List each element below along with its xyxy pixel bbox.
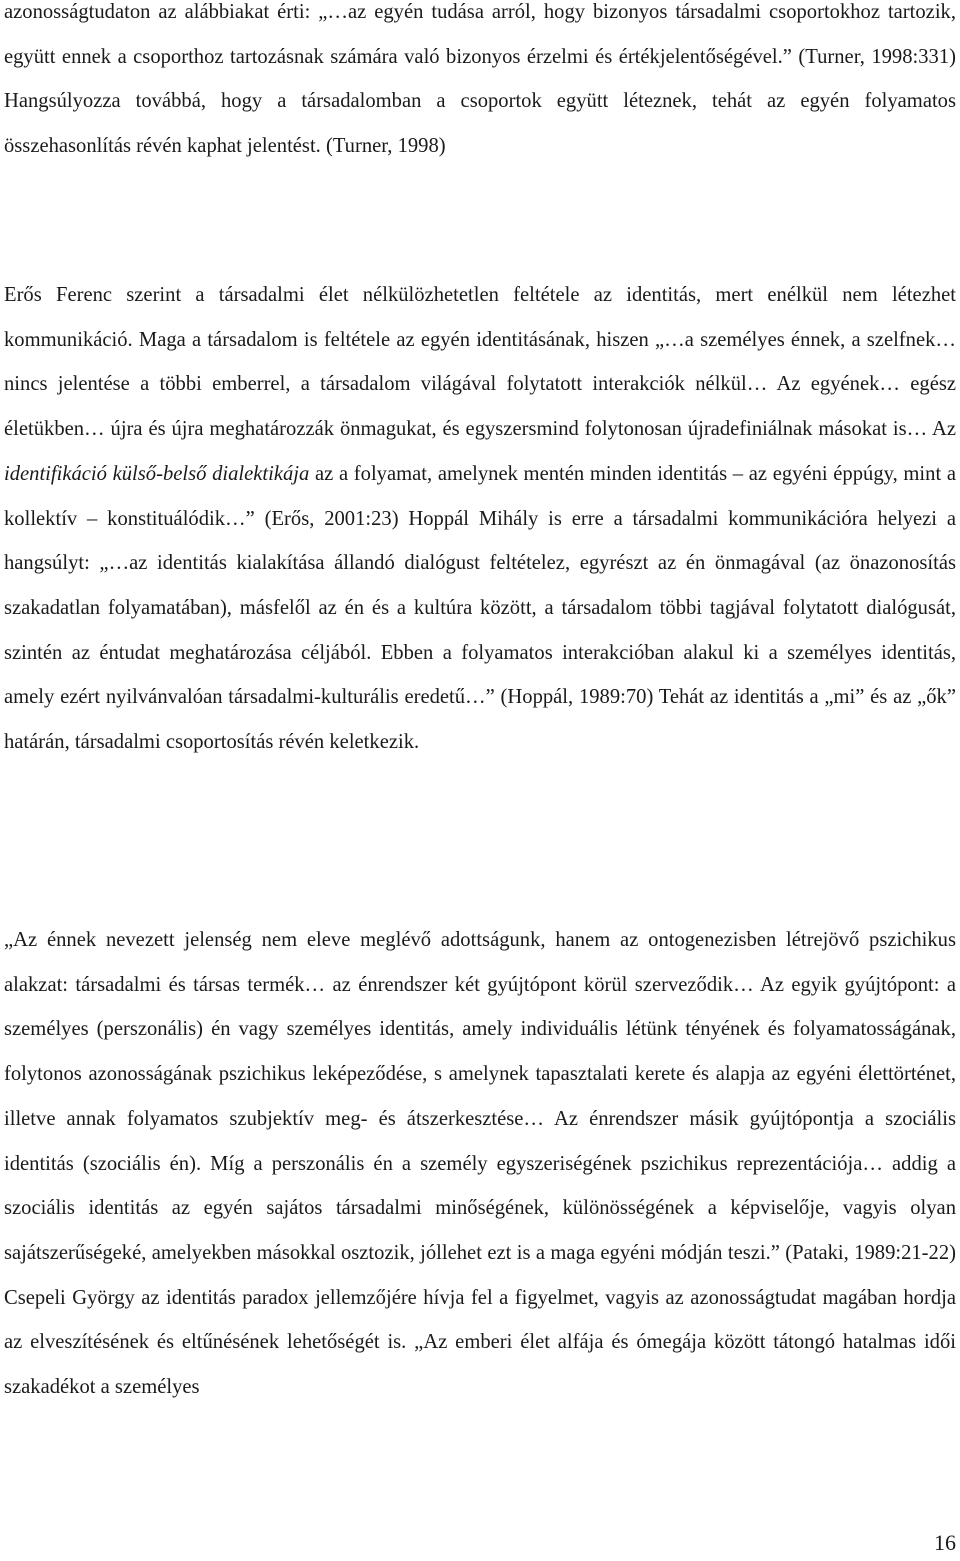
paragraph-turner	[4, 0, 956, 169]
paragraph-text: azonosságtudaton az alábbiakat érti: „…az egyén tudása arról, hogy bizonyos társadalmi csoportokhoz tartozik, együtt ennek a csoporthoz tartozásnak számára való bizonyos érzelmi és értékjelentőségével.” (Turner, 1998:331) Hangsúlyozza továbbá, hogy a társadalomban a csoportok együtt léteznek, tehát az egyén folyamatos összehasonlítás révén kaphat jelentést. (Turner, 1998)	[4, 1, 956, 158]
paragraph-text: Erős Ferenc szerint a társadalmi élet nélkülözhetetlen feltétele az identitás, mert enélkül nem létezhet kommunikáció. Maga a társadalom is feltétele az egyén identitásának, hiszen „…a személyes énnek, a szelfnek… nincs jelentése a többi emberrel, a társadalom világával folytatott interakciók nélkül… Az egyének… egész életükben… újra és újra meghatározzák önmagukat, és egyszersmind folytonosan újradefiniálnak másokat is… Az	[4, 284, 956, 441]
paragraph-eros-hoppal	[4, 273, 956, 765]
paragraph-text: „Az énnek nevezett jelenség nem eleve meglévő adottságunk, hanem az ontogenezisben létrejövő pszichikus alakzat: társadalmi és társas termék… az énrendszer két gyújtópont körül szerveződik… Az egyik gyújtópont: a személyes (perszonális) én vagy személyes identitás, amely individuális létünk tényének és folyamatosságának, folytonos azonosságának pszichikus leképeződése, s amelynek tapasztalati kerete és alapja az egyéni élettörténet, illetve annak folyamatos szubjektív meg- és átszerkesztése… Az énrendszer másik gyújtópontja a szociális identitás (szociális én). Míg a perszonális én a személy egyszeriségének pszichikus reprezentációja… addig a szociális identitás az egyén sajátos társadalmi minőségének, különösségének a képviselője, vagyis olyan sajátszerűségeké, amelyekben másokkal osztozik, jóllehet ezt is a maga egyéni módján teszi.” (Pataki, 1989:21-22) Csepeli György az identitás paradox jellemzőjére hívja fel a figyelmet, vagyis az azonosságtudat magában hordja az elveszítésének és eltűnésének lehetőségét is. „Az emberi élet alfája és ómegája között tátongó hatalmas idői szakadékot a személyes	[4, 929, 956, 1399]
page-number: 16	[934, 1530, 956, 1555]
paragraph-pataki-csepeli	[4, 918, 956, 1410]
italic-term: identifikáció külső-belső dialektikája	[4, 462, 310, 485]
paragraph-text: az a folyamat, amelynek mentén minden identitás – az egyéni éppúgy, mint a kollektív – konstituálódik…” (Erős, 2001:23) Hoppál Mihály is erre a társadalmi kommunikációra helyezi a hangsúlyt: „…az identitás kialakítása állandó dialógust feltételez, egyrészt az én önmagával (az önazonosítás szakadatlan folyamatában), másfelől az én és a kultúra között, a társadalom többi tagjával folytatott dialógusát, szintén az éntudat meghatározása céljából. Ebben a folyamatos interakcióban alakul ki a személyes identitás, amely ezért nyilvánvalóan társadalmi-kulturális eredetű…” (Hoppál, 1989:70) Tehát az identitás a „mi” és az „ők” határán, társadalmi csoportosítás révén keletkezik.	[4, 462, 956, 754]
